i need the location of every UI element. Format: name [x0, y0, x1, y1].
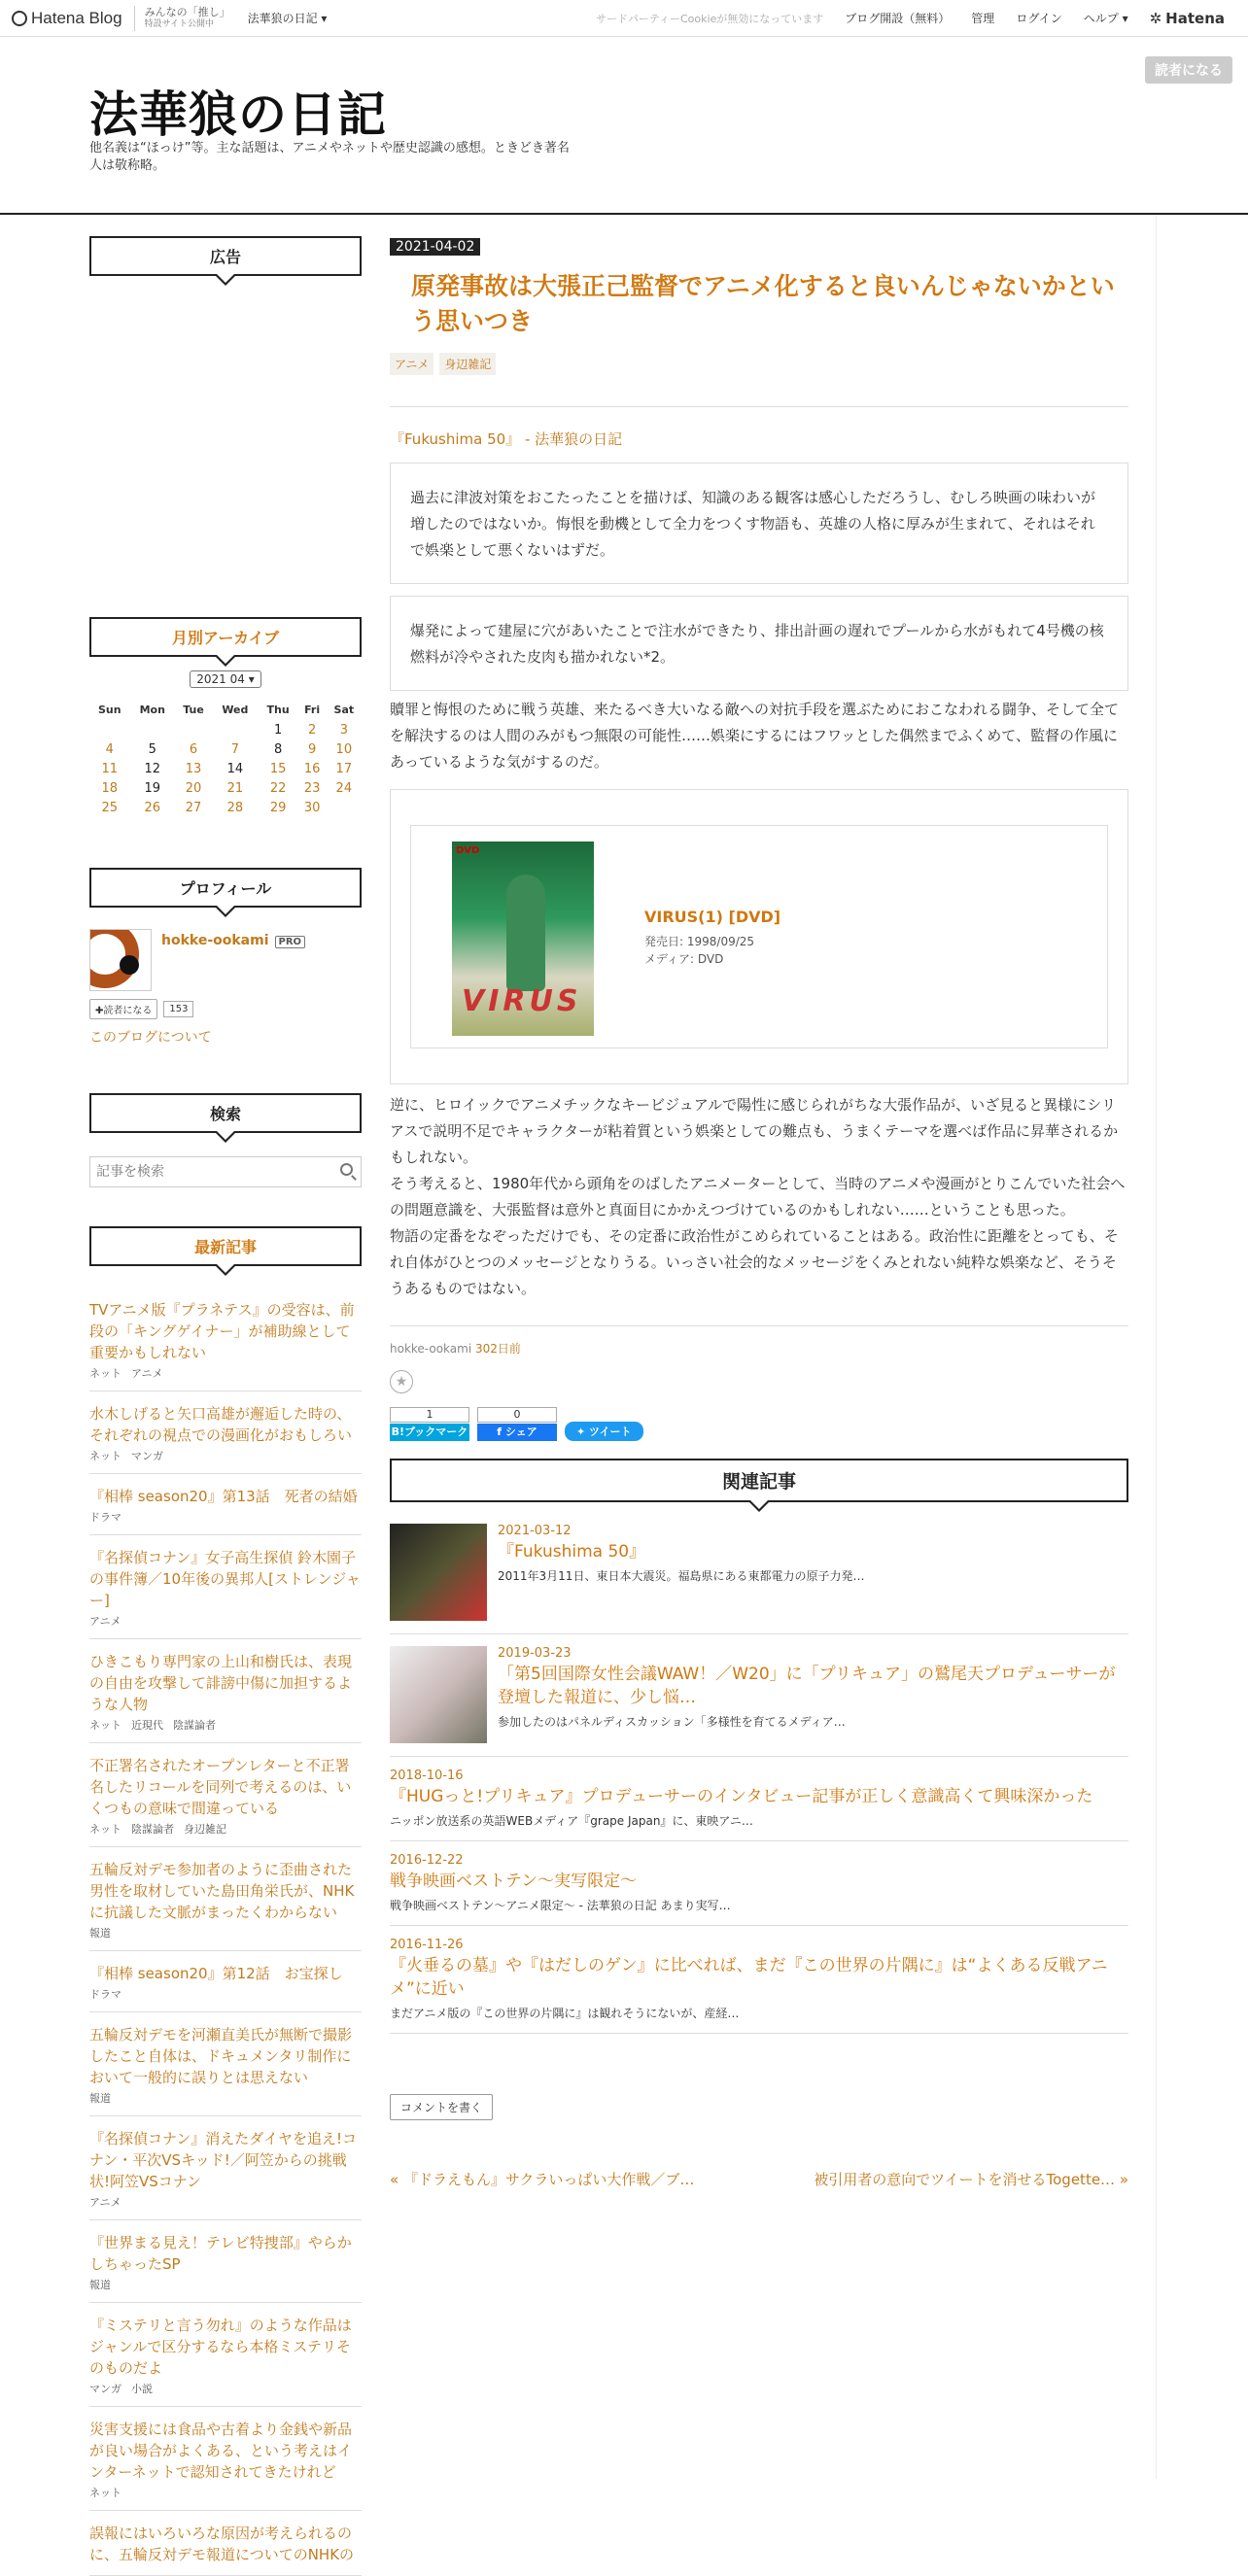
recent-item-tag[interactable]: ネット [89, 1719, 121, 1732]
calendar-day[interactable]: 16 [303, 761, 321, 776]
recent-item [89, 2511, 362, 2576]
recent-item [89, 2012, 362, 2116]
product-media: メディア: DVD [644, 952, 724, 966]
facebook-share-button[interactable]: 0 f シェア [477, 1407, 557, 1441]
recent-item-link[interactable]: 水木しげると矢口高雄が邂逅した時の、それぞれの視点での漫画化がおもしろい [89, 1405, 353, 1444]
cookie-notice: サードパーティーCookieが無効になっています [596, 12, 824, 25]
profile-heading: プロフィール [89, 868, 362, 908]
recent-item-link[interactable]: 『名探偵コナン』女子高生探偵 鈴木園子の事件簿／10年後の異邦人[ストレンジャー] [89, 1549, 361, 1609]
calendar-day [212, 720, 259, 739]
star-icon[interactable]: ★ [390, 1370, 413, 1393]
recent-item [89, 2116, 362, 2220]
recent-item [89, 1847, 362, 1951]
recent-item-tag[interactable]: 身辺雑記 [184, 1823, 226, 1836]
search-heading: 検索 [89, 1093, 362, 1133]
ad-space [89, 276, 362, 617]
recent-item-link[interactable]: TVアニメ版『プラネテス』の受容は、前段の「キングゲイナー」が補助線として重要かもしれない [89, 1301, 355, 1361]
blockquote: 爆発によって建屋に穴があいたことで注水ができたり、排出計画の遅れでプールから水がもれて4号機の核燃料が冷やされた皮肉も描かれない*2。 [390, 596, 1128, 691]
calendar-day: 5 [148, 741, 156, 757]
blog-start-link[interactable]: ブログ開設（無料） [845, 12, 951, 25]
recent-item [89, 1391, 362, 1474]
avatar[interactable] [89, 929, 152, 991]
sidebar [89, 236, 362, 2576]
product-card [390, 789, 1128, 1084]
calendar-day[interactable]: 2 [307, 722, 317, 738]
calendar-day[interactable]: 25 [101, 800, 119, 815]
calendar-day[interactable]: 23 [303, 780, 321, 796]
paragraph: 物語の定番をなぞっただけでも、その定番に政治性がこめられていることはある。政治性に距離をとっても、それ自体がひとつのメッセージとなりうる。いっさい社会的なメッセージをくみとれない純粋な娯楽など、そうそうあるものではない。 [390, 1227, 1119, 1297]
subscribe-button[interactable]: 読者になる [1145, 56, 1232, 84]
calendar-day[interactable]: 28 [226, 800, 244, 815]
calendar-day[interactable]: 29 [269, 800, 287, 815]
calendar-day: 14 [226, 761, 244, 776]
profile [89, 929, 362, 991]
help-menu[interactable]: ヘルプ ▾ [1083, 12, 1128, 25]
recent-item-link[interactable]: 五輪反対デモ参加者のように歪曲された男性を取材していた島田角栄氏が、NHKに抗議した文脈がまったくわからない [89, 1861, 355, 1921]
search-box [89, 1156, 362, 1187]
manage-link[interactable]: 管理 [971, 12, 995, 25]
recent-item-link[interactable]: 『相棒 season20』第13話 死者の結婚 [89, 1488, 358, 1505]
blog-selector[interactable]: 法華狼の日記 ▾ [247, 12, 328, 25]
recent-item [89, 2303, 362, 2407]
category-tag[interactable]: 身辺雑記 [439, 353, 496, 375]
calendar-day: 12 [144, 761, 161, 776]
tweet-button[interactable]: ✦ ツイート [565, 1422, 643, 1441]
related-item[interactable]: 2016-12-22 戦争映画ベストテン〜実写限定〜 戦争映画ベストテン〜アニメ限定〜 - 法華狼の日記 あまり実写… [390, 1841, 1128, 1926]
recent-item [89, 1474, 362, 1535]
recent-item-tag[interactable]: ドラマ [89, 1511, 121, 1524]
calendar-day[interactable]: 13 [185, 761, 202, 776]
share-buttons [390, 1407, 1128, 1441]
login-link[interactable]: ログイン [1016, 12, 1062, 25]
calendar-day[interactable]: 27 [185, 800, 202, 815]
related-item[interactable]: 2019-03-23 「第5回国際女性会議WAW！／W20」に「プリキュア」の鷲尾天プロデューサーが登壇した報道に、少し悩… 参加したのはパネルディスカッション「多様性を育てるメディア… [390, 1634, 1128, 1757]
related-heading: 関連記事 [390, 1459, 1128, 1502]
calendar-day[interactable]: 26 [144, 800, 161, 815]
blockquote: 過去に津波対策をおこたったことを描けば、知識のある観客は感心しただろうし、むしろ映画の味わいが増したのではないか。悔恨を動機として全力をつくす物語も、英雄の人格に厚みが生まれて、それはそれで娯楽として悪くないはずだ。 [390, 463, 1128, 584]
related-item[interactable]: 2021-03-12 『Fukushima 50』 2011年3月11日、東日本大震災。福島県にある東都電力の原子力発… [390, 1512, 1128, 1634]
entry-date[interactable]: 2021-04-02 [390, 238, 480, 256]
recent-item-link[interactable]: 誤報にはいろいろな原因が考えられるのに、五輪反対デモ報道についてのNHKの [89, 2524, 355, 2563]
category-tag[interactable]: アニメ [390, 353, 433, 375]
calendar-day[interactable]: 6 [189, 741, 198, 757]
recent-item-link[interactable]: ひきこもり専門家の上山和樹氏は、表現の自由を攻撃して誹謗中傷に加担するような人物 [89, 1653, 353, 1713]
recent-item-link[interactable]: 災害支援には食品や古着より金銭や新品が良い場合がよくある、という考えはインターネットで認知されてきたけれど [89, 2421, 353, 2481]
recent-item-tag[interactable]: アニメ [131, 1367, 163, 1380]
calendar-weekday: Sun [97, 704, 121, 716]
hatena-blog-logo[interactable]: Hatena Blog [12, 9, 122, 28]
hatena-blog-logo-icon [12, 11, 27, 26]
source-link[interactable]: 『Fukushima 50』 - 法華狼の日記 [390, 430, 623, 448]
calendar-day: 1 [273, 722, 283, 738]
recent-item-tag[interactable]: アニメ [89, 2196, 121, 2209]
recent-item-link[interactable]: 不正署名されたオープンレターと不正署名したリコールを同列で考えるのは、いくつもの意味で間違っている [89, 1757, 352, 1817]
bird-icon: ✦ [576, 1425, 590, 1438]
related-item[interactable]: 2018-10-16 『HUGっと!プリキュア』プロデューサーのインタビュー記事が正しく意識高くて興味深かった ニッポン放送系の英語WEBメディア『grape Japan』に、東映アニ… [390, 1757, 1128, 1841]
ad-heading: 広告 [89, 236, 362, 276]
calendar-day[interactable]: 15 [269, 761, 287, 776]
calendar-day: 19 [144, 780, 161, 796]
recent-heading: 最新記事 [89, 1226, 362, 1266]
calendar-day[interactable]: 22 [269, 780, 287, 796]
subscriber-count[interactable]: 153 [163, 1001, 193, 1017]
search-input[interactable] [90, 1157, 361, 1186]
calendar-day[interactable]: 30 [303, 800, 321, 815]
entry-title[interactable]: 原発事故は大張正己監督でアニメ化すると良いんじゃないかという思いつき [411, 272, 1115, 335]
recent-item-tag[interactable]: 報道 [89, 2279, 111, 2291]
hatena-bookmark-button[interactable]: 1 B!ブックマーク [390, 1407, 469, 1441]
calendar-day [130, 720, 175, 739]
calendar-weekday: Mon [139, 704, 165, 716]
archive-heading: 月別アーカイブ [89, 617, 362, 657]
profile-name[interactable]: hokke-ookami [161, 933, 269, 948]
entry-footer [390, 1325, 1128, 1357]
global-header [0, 0, 1248, 37]
product-release: 発売日: 1998/09/25 [644, 935, 755, 948]
pager [390, 2169, 1128, 2189]
recent-item-tag[interactable]: ネット [89, 1450, 121, 1462]
calendar-weekday: Tue [183, 704, 204, 716]
calendar-weekday: Sat [333, 704, 355, 716]
paragraph: 逆に、ヒロイックでアニメチックなキービジュアルで陽性に感じられがちな大張作品が、いざ見ると異様にシリアスで説明不足でキャラクターが粘着質という娯楽としての難点も、うまくテーマを選べば作品に昇華されるかもしれない。 [390, 1096, 1119, 1166]
paragraph: そう考えると、1980年代から頭角をのばしたアニメーターとして、当時のアニメや漫画がとりこんでいた社会への問題意識を、大張監督は意外と真面目にかかえつづけているのかもしれない……ということも思った。 [390, 1175, 1126, 1219]
recent-item-tag[interactable]: ネット [89, 2487, 121, 2499]
about-blog-link[interactable]: このブログについて [89, 1030, 212, 1046]
calendar-day[interactable]: 21 [226, 780, 244, 796]
recent-item [89, 2220, 362, 2303]
recent-item-tag[interactable]: ネット [89, 1823, 121, 1836]
chevron-down-icon: ▾ [321, 12, 328, 25]
calendar-day[interactable]: 17 [335, 761, 353, 776]
entry [390, 236, 1128, 2189]
calendar-day: 8 [273, 741, 283, 757]
blog-description: 他名義は“ほっけ”等。主な話題は、アニメやネットや歴史認識の感想。ときどき著名人は敬称略。 [89, 141, 570, 173]
recent-item [89, 1535, 362, 1639]
recent-item [89, 1951, 362, 2012]
recent-item-link[interactable]: 『名探偵コナン』消えたダイヤを追え!コナン・平次VSキッド!／阿笠からの挑戦状!阿笠VSコナン [89, 2130, 357, 2190]
calendar-day[interactable]: 18 [101, 780, 119, 796]
recent-item-tag[interactable]: ネット [89, 1367, 121, 1380]
recent-list [89, 1288, 362, 2576]
recent-item-tag[interactable]: マンガ [89, 2383, 121, 2395]
calendar-day[interactable]: 24 [335, 780, 353, 796]
archive-month-select[interactable]: 2021 04 ▾ [190, 670, 261, 688]
calendar-day [327, 798, 362, 817]
calendar-day[interactable]: 7 [230, 741, 239, 757]
calendar-day [175, 720, 212, 739]
archive-calendar [89, 700, 362, 817]
recent-item-link[interactable]: 『ミステリと言う勿れ』のような作品はジャンルで区分するなら本格ミステリそのものだよ [89, 2317, 352, 2377]
author-link[interactable]: hokke-ookami [390, 1342, 472, 1356]
calendar-weekday: Wed [222, 704, 249, 716]
calendar-day[interactable]: 11 [101, 761, 119, 776]
elapsed-link[interactable]: 302日前 [474, 1342, 521, 1356]
write-comment-button[interactable]: コメントを書く [390, 2094, 493, 2120]
plus-icon: ✚ [95, 1006, 104, 1016]
calendar-weekday: Thu [266, 704, 290, 716]
blog-title[interactable]: 法華狼の日記 [89, 86, 387, 143]
paragraph: 贖罪と悔恨のために戦う英雄、来たるべき大いなる敵への対抗手段を選ぶためにおこなわれる闘争、そして全てを解決するのは人間のみがもつ無限の可能性……娯楽にするにはフワッとした偶然までふくめて、監督の作風にあっているような気がするのだ。 [390, 701, 1120, 771]
recent-item-tag[interactable]: 報道 [89, 1927, 111, 1940]
recent-item-tag[interactable]: 小説 [131, 2383, 153, 2395]
search-icon[interactable] [340, 1163, 353, 1176]
prev-entry-link[interactable]: « 『ドラえもん』サクラいっぱい大作戦／ブ… [390, 2171, 695, 2188]
recent-item-tag[interactable]: マンガ [131, 1450, 163, 1462]
hatena-menu[interactable]: ✲ Hatena [1149, 9, 1225, 27]
recent-item-tag[interactable]: ドラマ [89, 1988, 121, 2001]
calendar-day [89, 720, 130, 739]
oshi-banner[interactable]: みんなの「推し」 特設サイト公開中 [134, 6, 230, 31]
calendar-weekday: Fri [304, 704, 321, 716]
related-thumbnail[interactable] [390, 1524, 487, 1621]
chevron-down-icon: ▾ [1122, 12, 1128, 25]
recent-item-link[interactable]: 『相棒 season20』第12話 お宝探し [89, 1965, 343, 1982]
related-thumbnail[interactable] [390, 1646, 487, 1743]
related-item[interactable]: 2016-11-26 『火垂るの墓』や『はだしのゲン』に比べれば、まだ『この世界の片隅に』は“よくある反戦アニメ”に近い まだアニメ版の『この世界の片隅に』は観れそうにないが、産経… [390, 1926, 1128, 2034]
profile-subscribe-button[interactable]: ✚読者になる [89, 999, 157, 1019]
next-entry-link[interactable]: 被引用者の意向でツイートを消せるTogette… » [814, 2171, 1128, 2188]
recent-item-tag[interactable]: アニメ [89, 1615, 121, 1628]
blog-header [0, 37, 1248, 215]
recent-item-tag[interactable]: 近現代 [131, 1719, 163, 1732]
recent-item-link[interactable]: 『世界まる見え！テレビ特捜部』やらかしちゃったSP [89, 2234, 352, 2273]
recent-item [89, 1288, 362, 1391]
pro-badge: PRO [275, 936, 306, 948]
calendar-day[interactable]: 3 [339, 722, 348, 738]
calendar-day[interactable]: 9 [307, 741, 317, 757]
calendar-day[interactable]: 10 [335, 741, 353, 757]
product-image[interactable]: DVD VIRUS [452, 841, 594, 1036]
recent-item-tag[interactable]: 陰謀論者 [131, 1823, 174, 1836]
related-list [390, 1512, 1128, 2034]
gear-icon: ✲ [1149, 9, 1162, 27]
calendar-day[interactable]: 4 [105, 741, 114, 757]
recent-item [89, 1743, 362, 1847]
recent-item-tag[interactable]: 報道 [89, 2092, 111, 2105]
recent-item-tag[interactable]: 陰謀論者 [173, 1719, 216, 1732]
recent-item-link[interactable]: 五輪反対デモを河瀬直美氏が無断で撮影したこと自体は、ドキュメンタリ制作において一般的に誤りとは思えない [89, 2026, 353, 2086]
product-title[interactable]: VIRUS(1) [DVD] [644, 908, 781, 926]
calendar-day[interactable]: 20 [185, 780, 202, 796]
recent-item [89, 1639, 362, 1743]
